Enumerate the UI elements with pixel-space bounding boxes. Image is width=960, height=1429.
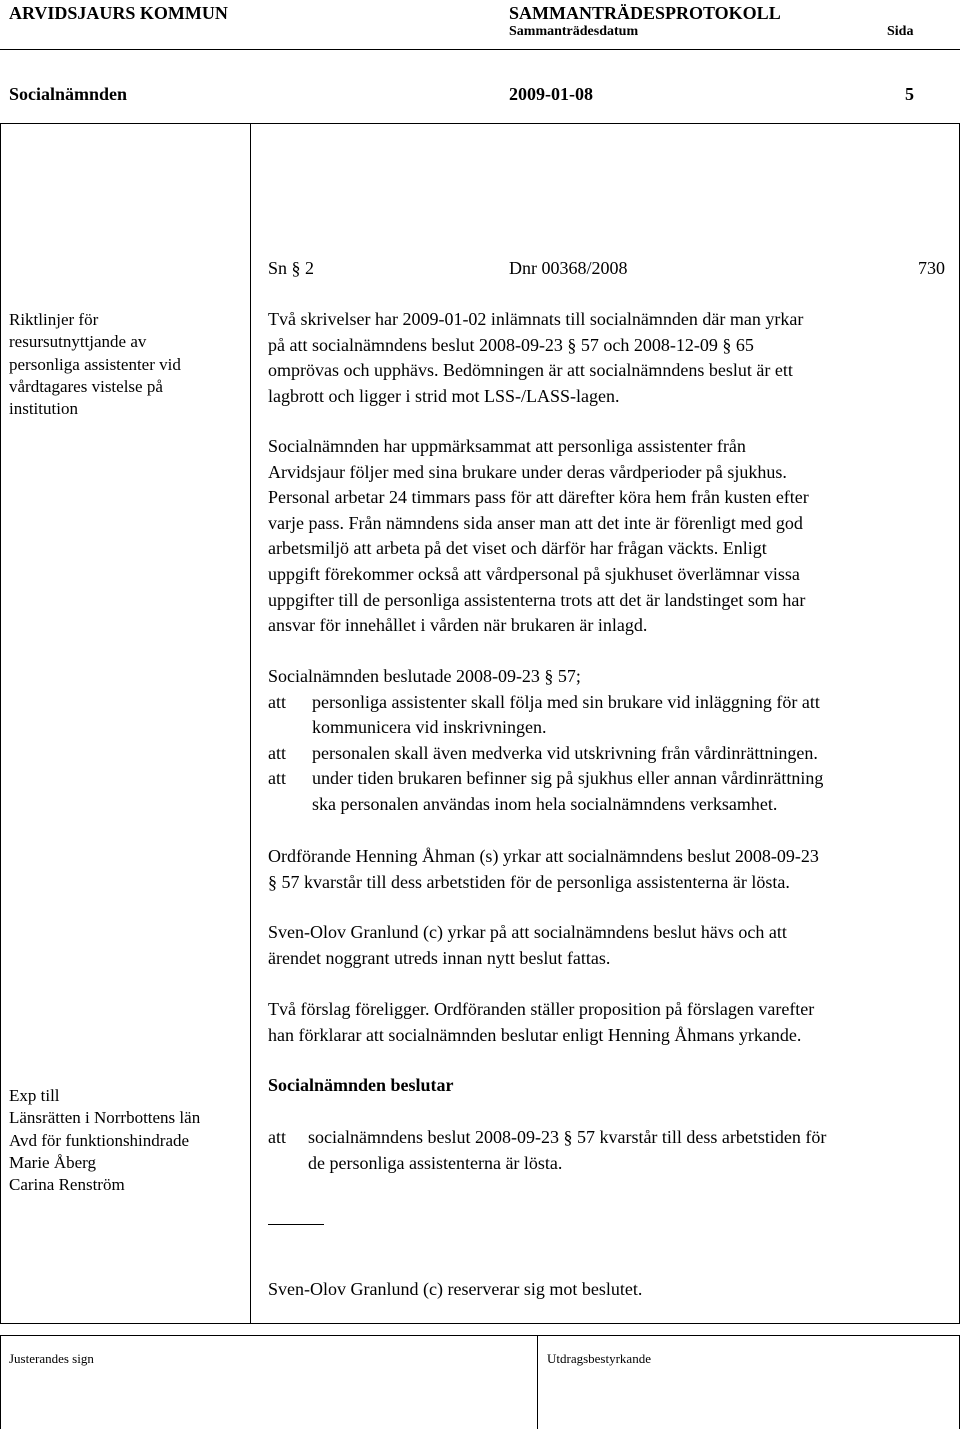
text-line: Sven-Olov Granlund (c) yrkar på att socialnämndens beslut hävs och att bbox=[268, 922, 787, 942]
text-line: Ordförande Henning Åhman (s) yrkar att socialnämndens beslut 2008-09-23 bbox=[268, 846, 819, 866]
page-label: Sida bbox=[887, 24, 914, 39]
document-type: SAMMANTRÄDESPROTOKOLL bbox=[509, 3, 781, 23]
att-label: att bbox=[268, 1127, 286, 1147]
distribution-item: Exp till bbox=[9, 1086, 60, 1105]
text-line: ansvar för innehållet i vården när brukaren är inlagd. bbox=[268, 615, 648, 636]
att-label: att bbox=[268, 742, 286, 763]
text-line: Två skrivelser har 2009-01-02 inlämnats till socialnämnden där man yrkar bbox=[268, 309, 804, 329]
case-title-line: institution bbox=[9, 399, 78, 419]
text-line: ska personalen användas inom hela socialnämndens verksamhet. bbox=[312, 793, 778, 814]
case-title-line: vårdtagares vistelse på bbox=[9, 376, 163, 396]
text-line: arbetsmiljö att arbeta på det viset och därför har frågan väckts. Enligt bbox=[268, 538, 767, 559]
att-clause bbox=[268, 766, 958, 817]
distribution-item: Avd för funktionshindrade bbox=[9, 1130, 190, 1150]
case-title-line: resursutnyttjande av bbox=[9, 332, 147, 352]
distribution-list bbox=[9, 1085, 239, 1196]
meeting-date: 2009-01-08 bbox=[509, 84, 593, 104]
committee-name: Socialnämnden bbox=[9, 84, 128, 104]
text-line: ärendet noggrant utreds innan nytt beslut fattas. bbox=[268, 947, 611, 968]
case-code: 730 bbox=[918, 258, 945, 278]
text-line: Socialnämnden har uppmärksammat att personliga assistenter från bbox=[268, 436, 746, 456]
att-clause bbox=[268, 1125, 958, 1176]
certification-label: Utdragsbestyrkande bbox=[547, 1351, 651, 1366]
footer-left-edge bbox=[0, 1335, 1, 1429]
text-line: Arvidsjaur följer med sina brukare under deras vårdperioder på sjukhus. bbox=[268, 461, 787, 482]
frame-bottom bbox=[0, 1323, 960, 1324]
org-name: ARVIDSJAURS KOMMUN bbox=[9, 3, 228, 23]
decision bbox=[268, 1125, 958, 1176]
text-line: § 57 kvarstår till dess arbetstiden för de personliga assistenterna är lösta. bbox=[268, 871, 790, 892]
paragraph-submissions bbox=[268, 307, 958, 409]
text-line: kommunicera vid inskrivningen. bbox=[312, 717, 547, 738]
distribution-item: Marie Åberg bbox=[9, 1152, 97, 1172]
text-line: omprövas och upphävs. Bedömningen är att socialnämndens beslut är ett bbox=[268, 360, 793, 381]
text-line: Två förslag föreligger. Ordföranden ställer proposition på förslagen varefter bbox=[268, 999, 815, 1019]
text-line: socialnämndens beslut 2008-09-23 § 57 kvarstår till dess arbetstiden för bbox=[308, 1127, 827, 1147]
paragraph-granlund-motion bbox=[268, 920, 958, 971]
text-line: personalen skall även medverka vid utskrivning från vårdinrättningen. bbox=[312, 742, 818, 763]
text-line: Personal arbetar 24 timmars pass för att därefter köra hem från kusten efter bbox=[268, 487, 809, 508]
footer-divider bbox=[537, 1335, 538, 1429]
diary-number: Dnr 00368/2008 bbox=[509, 258, 628, 278]
text-line: på att socialnämndens beslut 2008-09-23 § 57 och 2008-12-09 § 65 bbox=[268, 334, 754, 355]
frame-top bbox=[0, 123, 960, 124]
paragraph-chair-motion bbox=[268, 844, 958, 895]
case-number: Sn § 2 bbox=[268, 258, 315, 278]
text-line: varje pass. Från nämndens sida anser man att det inte är förenligt med god bbox=[268, 512, 803, 533]
att-clause bbox=[268, 690, 958, 741]
att-label: att bbox=[268, 768, 286, 789]
text-line: uppgift förekommer också att vårdpersonal på sjukhuset överlämnar vissa bbox=[268, 563, 800, 584]
case-title-line: personliga assistenter vid bbox=[9, 354, 181, 374]
case-title-line: Riktlinjer för bbox=[9, 310, 99, 329]
paragraph-background bbox=[268, 434, 958, 639]
frame-left bbox=[0, 123, 1, 1323]
column-divider bbox=[250, 123, 251, 1323]
distribution-item: Carina Renström bbox=[9, 1175, 125, 1195]
footer-top-rule bbox=[0, 1335, 960, 1336]
text-line: under tiden brukaren befinner sig på sjukhus eller annan vårdinrättning bbox=[312, 768, 824, 789]
text-line: personliga assistenter skall följa med sin brukare vid inläggning för att bbox=[312, 691, 820, 712]
decision-heading: Socialnämnden beslutar bbox=[268, 1075, 454, 1095]
att-label: att bbox=[268, 691, 286, 712]
att-clause bbox=[268, 741, 958, 767]
previous-decision-intro: Socialnämnden beslutade 2008-09-23 § 57; bbox=[268, 666, 581, 686]
date-label: Sammanträdesdatum bbox=[509, 24, 639, 39]
paragraph-proposals bbox=[268, 997, 958, 1048]
separator-rule bbox=[268, 1224, 324, 1225]
reservation: Sven-Olov Granlund (c) reserverar sig mot beslutet. bbox=[268, 1279, 643, 1299]
previous-decision bbox=[268, 664, 958, 818]
case-title bbox=[9, 309, 239, 420]
text-line: de personliga assistenterna är lösta. bbox=[308, 1152, 563, 1173]
page-number: 5 bbox=[905, 84, 914, 104]
signature-label: Justerandes sign bbox=[9, 1351, 94, 1366]
header-divider bbox=[0, 49, 960, 50]
text-line: uppgifter till de personliga assistenterna trots att det är landstinget som har bbox=[268, 589, 806, 610]
text-line: han förklarar att socialnämnden beslutar enligt Henning Åhmans yrkande. bbox=[268, 1024, 802, 1045]
distribution-item: Länsrätten i Norrbottens län bbox=[9, 1108, 201, 1128]
text-line: lagbrott och ligger i strid mot LSS-/LASS-lagen. bbox=[268, 385, 620, 406]
